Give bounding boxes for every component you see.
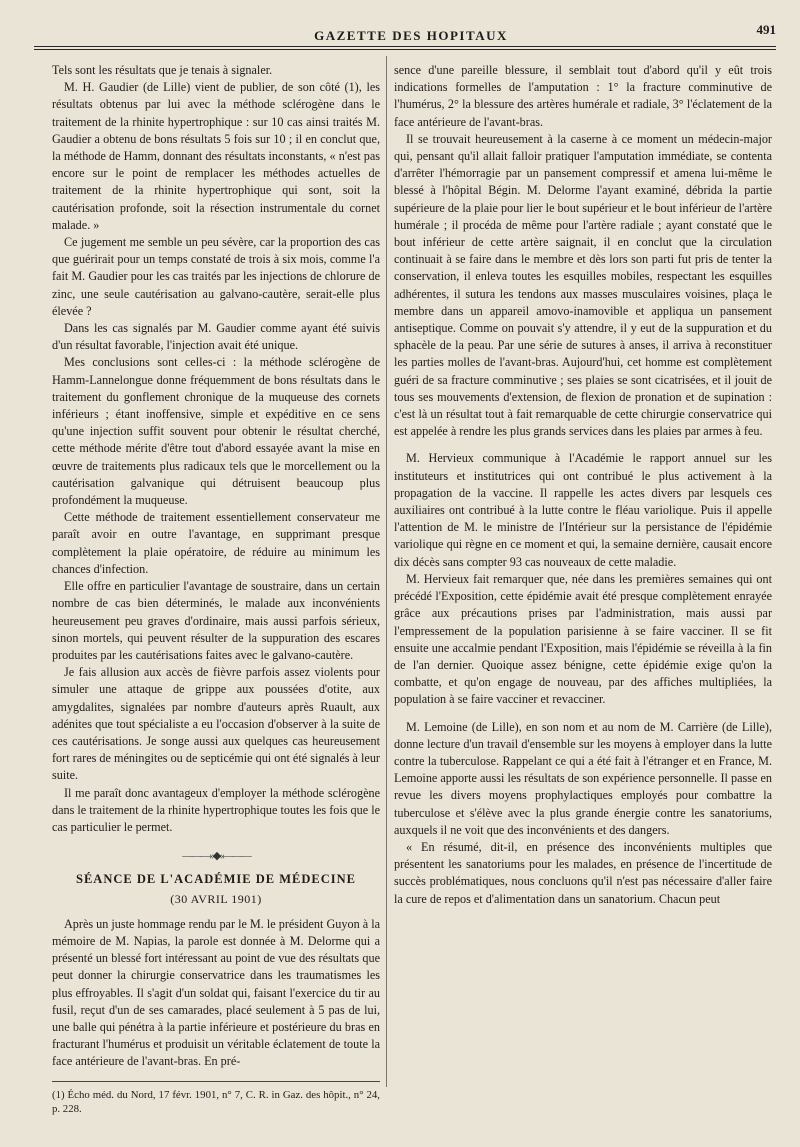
paragraph: M. Lemoine (de Lille), en son nom et au nom de M. Carrière (de Lille), donne lecture d'un travail d'ensemble sur les moyens à employer dans la lutte contre la tuberculose. Rappelant ce qui a été fait à l'étranger et en France, M. Lemoine apporte aussi les résultats de son expérience personnelle. Il passe en revue les divers moyens prophylactiques employés pour combattre la tuberculose et s'élève avec la plus grande énergie contre les sanatoriums, auxquels il ne voit que des inconvénients et des dangers. [394,719,772,837]
paragraph: Ce jugement me semble un peu sévère, car la proportion des cas que guérirait pour un temps constaté de trois à six mois, comme l'a fait M. Gaudier pour les cas traités par les injections de chlorure de zinc, une seule cautérisation au galvano-cautère, serait-elle plus élevée ? [52,235,380,318]
paragraph: Elle offre en particulier l'avantage de soustraire, dans un certain nombre de cas bien déterminés, le malade aux inconvénients heureusement peu graves d'ordinaire, mais aussi parfois sérieux, sinon mortels, qui peuvent résulter de la suppuration des escares produites par les cautérisations faites avec le galvano-cautère. [52,579,380,662]
paragraph: Tels sont les résultats que je tenais à signaler. [52,63,273,77]
page-number: 491 [756,22,776,37]
paragraph: M. Hervieux fait remarquer que, née dans les premières semaines qui ont précédé l'Exposition, cette épidémie avait été presque complètement enrayée grâce aux précautions prises par l'administration, mais aussi par l'empressement de la population parisienne à se faire vacciner. Il se fit ensuite une accalmie pendant l'Exposition, mais l'épidémie se réveilla à la fin de l'an dernier. Quoique assez bénigne, cette épidémie exige qu'on la combatte, et qu'on engage de nouveau, par des affiches multipliées, la population à se faire vacciner et revacciner. [394,571,772,707]
footnote-rule [52,1081,380,1082]
paragraph: Je fais allusion aux accès de fièvre parfois assez violents pour simuler une attaque de grippe aux poussées d'otite, aux amygdalites, signalées par nombre d'auteurs après Ruault, aux adénites que tout spécialiste a eu l'occasion d'observer à la suite de ces cautérisations. Je songe aussi aux quelques cas heureusement fort rares de méningites ou de septicémie qui ont été signalés à leur suite. [52,665,380,783]
journal-title: GAZETTE DES HOPITAUX [314,28,508,43]
section-title: SÉANCE DE L'ACADÉMIE DE MÉDECINE [76,872,356,887]
paragraph: Il se trouvait heureusement à la caserne à ce moment un médecin-major qui, pensant qu'il allait falloir pratiquer l'amputation immédiate, se contenta d'arrêter l'hémorragie par un pansement compressif et amena lui-même le blessé à l'hôpital Bégin. M. Delorme l'ayant examiné, débrida la partie supérieure de la plaie pour lier le bout supérieur et le bout inférieur de l'artère humérale ; il procéda de même pour l'artère radiale ; ayant constaté que le bout inférieur de cette artère saignait, il en conclut que la circulation continuait à se faire dans le membre et dès lors son parti fut pris de tenter la conservation, il enleva toutes les esquilles mobiles, respectant les esquilles adhérentes, il sutura les tendons aux masses musculaires voisines, plaça le membre dans un appareil amovo-inamovible et appliqua un pansement antiseptique. Comme on pouvait s'y attendre, il y eut de la suppuration et du sphacèle de la peau. Par une série de sutures à anses, il arriva à reconstituer les parties molles de l'avant-bras. Aujourd'hui, cet homme est complètement guéri de sa fracture comminutive ; ses plaies se sont cicatrisées, et il jouit de tous ses mouvements d'extension, de flexion de pronation et de supination : c'est là un résultat tout à fait remarquable de cette chirurgie conservatrice qui est appelée à rendre les plus grands services dans les plaies par armes à feu. [394,131,772,439]
paragraph: Mes conclusions sont celles-ci : la méthode sclérogène de Hamm-Lannelongue donne fréquemment de bons résultats dans le traitement du gonflement chronique de la muqueuse des cornets inférieurs ; étant inoffensive, simple et expéditive en ce sens qu'une injection suffit souvent pour obtenir le résultat cherché, cette méthode mérite d'être tout d'abord essayée avant la mise en œuvre de traitements plus radicaux tels que le morcellement ou la cautérisation galvanique qui détruisent beaucoup plus profondément la muqueuse. [52,355,380,508]
section-date: (30 AVRIL 1901) [170,891,262,906]
paragraph: sence d'une pareille blessure, il semblait tout d'abord qu'il y eût trois indications formelles de l'amputation : 1° la fracture comminutive de l'humérus, 2° la blessure des artères humérale et radiale, 3° l'éclatement de la face antérieure de l'avant-bras. [394,63,772,129]
paragraph: Après un juste hommage rendu par le M. le président Guyon à la mémoire de M. Napias, la parole est donnée à M. Delorme qui a présenté un blessé fort intéressant au point de vue des résultats que peut donner la chirurgie conservatrice dans les traumatismes les plus effroyables. Il s'agit d'un soldat qui, faisant l'exercice du tir au fusil, reçut d'un de ses camarades, placé seulement à 5 pas de lui, une balle qui pénétra à la partie inférieure et postérieure du bras en fracturant l'humérus et produisit un véritable éclatement de toute la face antérieure de l'avant-bras. En pré- [52,916,380,1069]
section-separator: ———»◆«——— [182,850,250,863]
paragraph: Dans les cas signalés par M. Gaudier comme ayant été suivis d'un résultat favorable, l'injection avait été unique. [52,321,380,353]
footnote: (1) Écho méd. du Nord, 17 févr. 1901, n° 7, C. R. in Gaz. des hôpit., n° 24, p. 228. [52,1088,380,1115]
column-divider [386,56,387,1087]
left-column [52,62,380,1116]
paragraph: « En résumé, dit-il, en présence des inconvénients multiples que présentent les sanatoriums pour les malades, en présence de l'incertitude de succès problématiques, nous concluons qu'il n'est pas nécessaire d'aller faire la cure de repos et d'alimentation dans un sanatorium. Chacun peut [394,839,772,906]
header-rule-double [34,49,776,50]
page-header [40,20,782,44]
right-column [394,62,772,908]
paragraph: M. H. Gaudier (de Lille) vient de publier, de son côté (1), les résultats obtenus par lui avec la méthode sclérogène dans le traitement de la rhinite hypertrophique : sur 10 cas ainsi traités M. Gaudier a obtenu de bons résultats 5 fois sur 10 ; il en conclut que, la méthode de Hamm, donnant des résultats inconstants, « n'est pas encore sur le point de remplacer les méthodes actuelles de traitement de la rhinite hypertrophique qui sont, soit la cautérisation profonde, soit la résection instrumentale du cornet malade. » [52,80,380,232]
paragraph: Il me paraît donc avantageux d'employer la méthode sclérogène dans le traitement de la rhinite hypertrophique toutes les fois que le cas particulier le permet. [52,785,380,834]
paragraph: M. Hervieux communique à l'Académie le rapport annuel sur les instituteurs et institutrices qui ont contribué le plus activement à la propagation de la vaccine. Il rappelle les actes divers par lesquels ces auxiliaires ont contribué à la lutte contre le fléau variolique. Puis il appelle l'attention de M. le ministre de l'Intérieur sur la persistance de l'épidémie variolique qui règne en ce moment et qui, la semaine dernière, causait encore dix décès sans compter 93 cas nouveaux de cette maladie. [394,451,772,569]
header-rule [34,46,776,47]
paragraph: Cette méthode de traitement essentiellement conservateur me paraît avoir en outre l'avantage, en supprimant presque complètement la plaie opératoire, de réduire au minimum les chances d'infection. [52,510,380,576]
